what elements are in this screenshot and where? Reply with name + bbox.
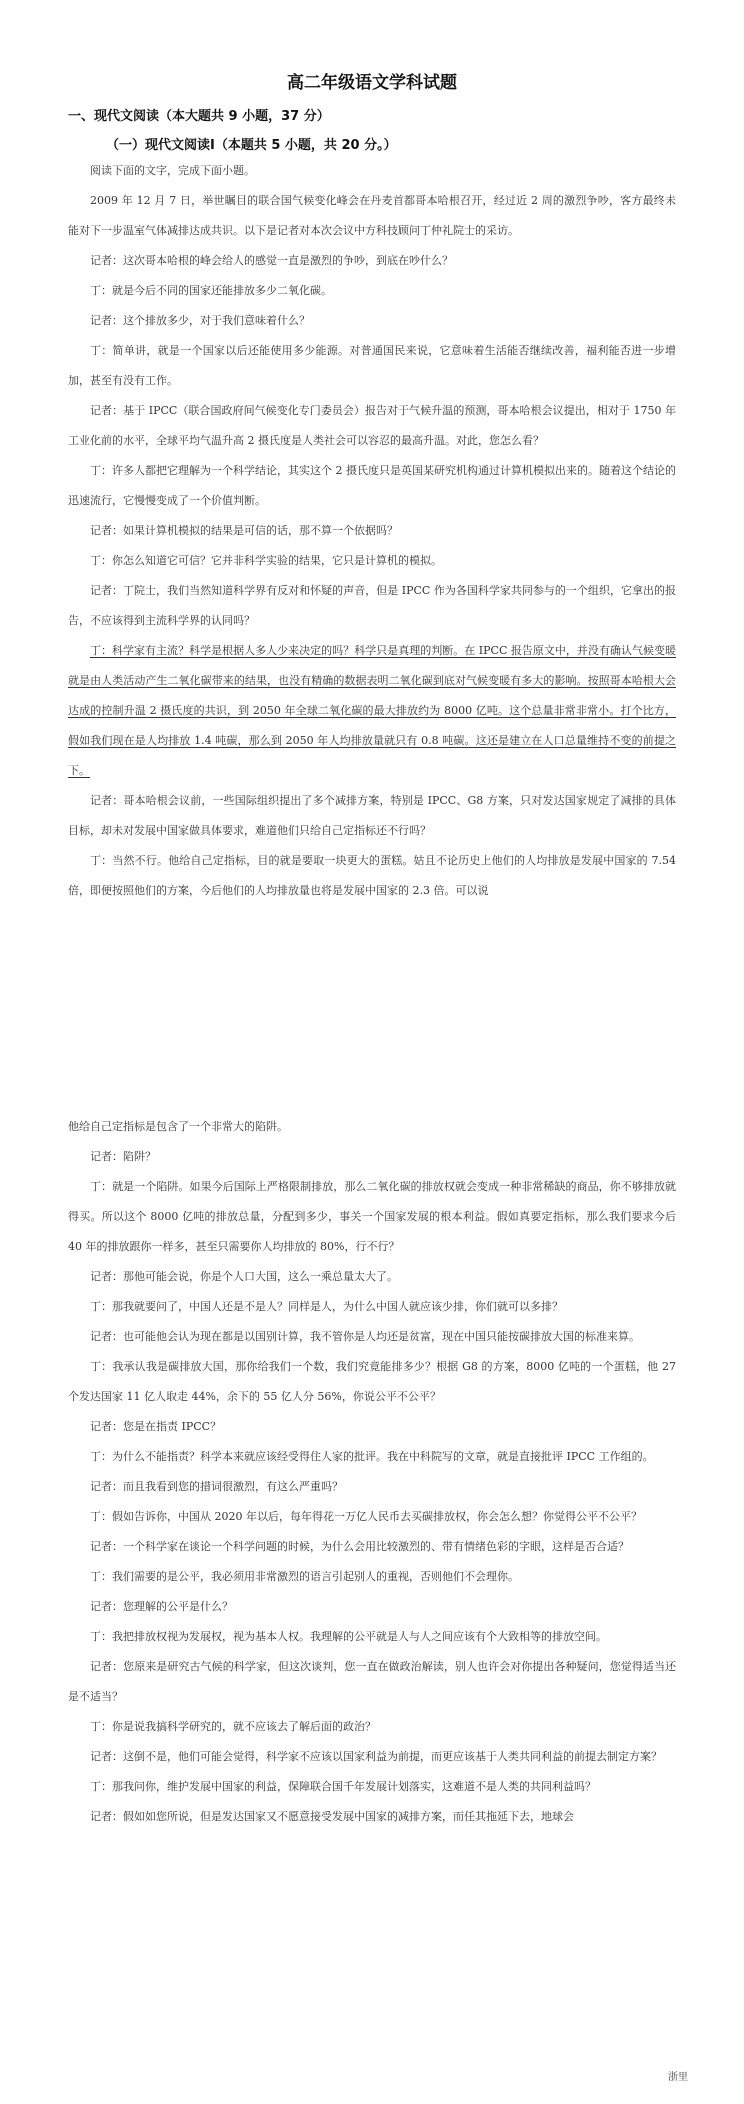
paragraph: 记者：这个排放多少，对于我们意味着什么？: [90, 314, 310, 327]
paragraph: 记者：假如如您所说，但是发达国家又不愿意接受发展中国家的减排方案，而任其拖延下去，地球会: [90, 1810, 574, 1823]
paragraph: 记者：陷阱？: [90, 1150, 156, 1163]
passage-part-2: [68, 1112, 676, 1832]
paragraph: 丁：简单讲，就是一个国家以后还能使用多少能源。对普通国民来说，它意味着生活能否继续改善，福利能否进一步增加，甚至有没有工作。: [68, 344, 676, 387]
paragraph: 丁：那我就要问了，中国人还是不是人？同样是人，为什么中国人就应该少排，你们就可以多排？: [90, 1300, 563, 1313]
subsection-heading: （一）现代文阅读Ⅰ（本题共 5 小题，共 20 分。）: [106, 138, 397, 153]
paragraph: 丁：你怎么知道它可信？它并非科学实验的结果，它只是计算机的模拟。: [90, 554, 442, 567]
underlined-paragraph: 丁：科学家有主流？科学是根据人多人少来决定的吗？科学只是真理的判断。在 IPCC 报告原文中，并没有确认气候变暖就是由人类活动产生二氧化碳带来的结果，也没有精确的数据表明二氧化碳到底对气候变暖有多大的影响。按照哥本哈根大会达成的控制升温 2 摄氏度的共识，到 2050 年全球二氧化碳的最大排放约为 8000 亿吨。这个总量非常非常小。打个比方，假如我们现在是人均排放 1.4 吨碳，那么到 2050 年人均排放量就只有 0.8 吨碳。这还是建立在人口总量维持不变的前提之下。: [68, 644, 676, 777]
paragraph: 丁：许多人都把它理解为一个科学结论，其实这个 2 摄氏度只是英国某研究机构通过计算机模拟出来的。随着这个结论的迅速流行，它慢慢变成了一个价值判断。: [68, 464, 676, 507]
paragraph: 记者：您是在指责 IPCC？: [90, 1420, 222, 1433]
paragraph: 记者：这次哥本哈根的峰会给人的感觉一直是激烈的争吵，到底在吵什么？: [90, 254, 453, 267]
paragraph: 记者：基于 IPCC（联合国政府间气候变化专门委员会）报告对于气候升温的预测，哥本哈根会议提出，相对于 1750 年工业化前的水平，全球平均气温升高 2 摄氏度是人类社会可以容忍的最高升温。对此，您怎么看？: [68, 404, 676, 447]
paragraph: 记者：如果计算机模拟的结果是可信的话，那不算一个依据吗？: [90, 524, 398, 537]
paragraph: 丁：我们需要的是公平，我必须用非常激烈的语言引起别人的重视，否则他们不会理你。: [90, 1570, 519, 1583]
paragraph: 丁：那我问你，维护发展中国家的利益，保障联合国千年发展计划落实，这难道不是人类的共同利益吗？: [90, 1780, 596, 1793]
paragraph: 记者：哥本哈根会议前，一些国际组织提出了多个减排方案，特别是 IPCC、G8 方案，只对发达国家规定了减排的具体目标，却未对发展中国家做具体要求，难道他们只给自己定指标还不行吗？: [68, 794, 676, 837]
paragraph: 丁：就是一个陷阱。如果今后国际上严格限制排放，那么二氧化碳的排放权就会变成一种非常稀缺的商品，你不够排放就得买。所以这个 8000 亿吨的排放总量，分配到多少，事关一个国家发展的根本利益。假如真要定指标，那么我们要求今后 40 年的排放跟你一样多，甚至只需要你人均排放的 80%，行不行？: [68, 1180, 676, 1253]
paragraph: 记者：您原来是研究古气候的科学家，但这次谈判，您一直在做政治解读，别人也许会对你提出各种疑问，您觉得适当还是不适当？: [68, 1660, 676, 1703]
footer-watermark: 浙里: [668, 2072, 688, 2083]
paragraph: 丁：我承认我是碳排放大国，那你给我们一个数，我们究竟能排多少？根据 G8 的方案，8000 亿吨的一个蛋糕，他 27 个发达国家 11 亿人取走 44%，余下的 55 亿人分 56%，你说公平不公平？: [68, 1360, 676, 1403]
page-title: 高二年级语文学科试题: [287, 73, 457, 93]
paragraph: 记者：那他可能会说，你是个人口大国，这么一乘总量太大了。: [90, 1270, 398, 1283]
paragraph: 丁：你是说我搞科学研究的，就不应该去了解后面的政治？: [90, 1720, 376, 1733]
paragraph: 丁：我把排放权视为发展权，视为基本人权。我理解的公平就是人与人之间应该有个大致相等的排放空间。: [90, 1630, 607, 1643]
paragraph: 丁：假如告诉你，中国从 2020 年以后，每年得花一万亿人民币去买碳排放权，你会怎么想？你觉得公平不公平？: [90, 1510, 642, 1523]
paragraph: 2009 年 12 月 7 日，举世瞩目的联合国气候变化峰会在丹麦首都哥本哈根召开，经过近 2 周的激烈争吵，客方最终未能对下一步温室气体减排达成共识。以下是记者对本次会议中方科技顾问丁仲礼院士的采访。: [68, 194, 676, 237]
paragraph: 丁：当然不行。他给自己定指标，目的就是要取一块更大的蛋糕。姑且不论历史上他们的人均排放是发展中国家的 7.54 倍，即便按照他们的方案，今后他们的人均排放量也将是发展中国家的 2.3 倍。可以说: [68, 854, 676, 897]
paragraph: 记者：丁院士，我们当然知道科学界有反对和怀疑的声音，但是 IPCC 作为各国科学家共同参与的一个组织，它拿出的报告，不应该得到主流科学界的认同吗？: [68, 584, 676, 627]
paragraph: 记者：一个科学家在谈论一个科学问题的时候，为什么会用比较激烈的、带有情绪色彩的字眼，这样是否合适？: [90, 1540, 629, 1553]
paragraph: 记者：您理解的公平是什么？: [90, 1600, 233, 1613]
paragraph: 记者：这倒不是，他们可能会觉得，科学家不应该以国家利益为前提，而更应该基于人类共同利益的前提去制定方案？: [90, 1750, 662, 1763]
paragraph: 记者：也可能他会认为现在都是以国别计算，我不管你是人均还是贫富，现在中国只能按碳排放大国的标准来算。: [90, 1330, 640, 1343]
paragraph: 记者：而且我看到您的措词很激烈，有这么严重吗？: [90, 1480, 343, 1493]
paragraph: 阅读下面的文字，完成下面小题。: [90, 164, 255, 177]
section-heading: 一、现代文阅读（本大题共 9 小题，37 分）: [68, 109, 330, 124]
paragraph: 丁：为什么不能指责？科学本来就应该经受得住人家的批评。我在中科院写的文章，就是直接批评 IPCC 工作组的。: [90, 1450, 654, 1463]
paragraph: 他给自己定指标是包含了一个非常大的陷阱。: [68, 1120, 288, 1133]
paragraph: 丁：就是今后不同的国家还能排放多少二氧化碳。: [90, 284, 332, 297]
passage-part-1: [68, 156, 676, 906]
